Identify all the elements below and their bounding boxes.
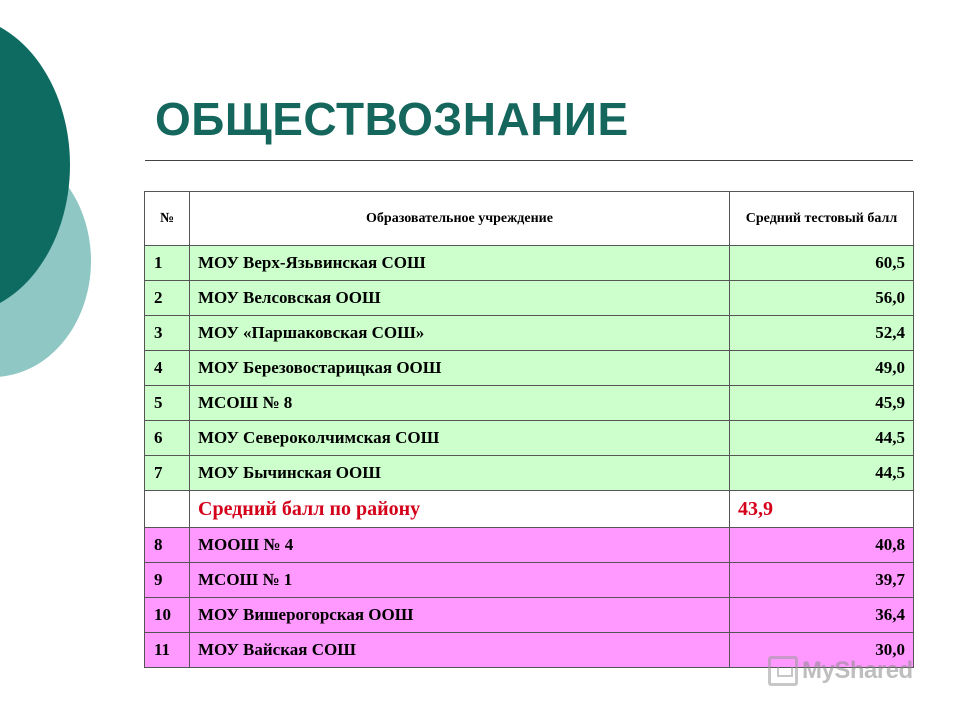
row-name: МСОШ № 1 [190,563,730,598]
row-num: 7 [145,456,190,491]
table-row [145,281,914,316]
table-row [145,316,914,351]
row-score: 45,9 [730,386,914,421]
row-name: МОУ Верх-Язьвинская СОШ [190,246,730,281]
row-name: МОУ Вайская СОШ [190,633,730,668]
row-score: 56,0 [730,281,914,316]
table-row [145,456,914,491]
row-num: 5 [145,386,190,421]
row-name: МОУ Велсовская ООШ [190,281,730,316]
row-score: 49,0 [730,351,914,386]
row-name: МОУ Вишерогорская ООШ [190,598,730,633]
header-num: № [145,192,190,246]
results-table [144,191,914,668]
row-num: 9 [145,563,190,598]
row-num: 11 [145,633,190,668]
header-score: Средний тестовый балл [730,192,914,246]
row-num: 6 [145,421,190,456]
table-row [145,598,914,633]
table-row [145,246,914,281]
row-score: 39,7 [730,563,914,598]
average-label: Средний балл по району [190,491,730,528]
row-name: МСОШ № 8 [190,386,730,421]
row-score: 44,5 [730,421,914,456]
row-num: 8 [145,528,190,563]
watermark-text: MyShared [802,657,913,684]
watermark-logo [768,656,913,686]
table-header-row [145,192,914,246]
row-name: МОУ «Паршаковская СОШ» [190,316,730,351]
presentation-icon [768,656,798,686]
average-row [145,491,914,528]
row-num: 10 [145,598,190,633]
table-row [145,528,914,563]
row-score: 30,0 [730,633,914,668]
row-score: 52,4 [730,316,914,351]
row-num: 1 [145,246,190,281]
table-row [145,563,914,598]
row-num: 3 [145,316,190,351]
row-name: МООШ № 4 [190,528,730,563]
table-row [145,421,914,456]
average-value: 43,9 [730,491,914,528]
row-name: МОУ Североколчимская СОШ [190,421,730,456]
page-title: ОБЩЕСТВОЗНАНИЕ [155,93,629,145]
header-institution: Образовательное учреждение [190,192,730,246]
row-score: 60,5 [730,246,914,281]
row-name: МОУ Березовостарицкая ООШ [190,351,730,386]
table-row [145,351,914,386]
row-score: 36,4 [730,598,914,633]
table-row [145,386,914,421]
title-divider [145,160,913,161]
row-score: 44,5 [730,456,914,491]
row-name: МОУ Бычинская ООШ [190,456,730,491]
row-num: 2 [145,281,190,316]
average-num-empty [145,491,190,528]
row-score: 40,8 [730,528,914,563]
row-num: 4 [145,351,190,386]
